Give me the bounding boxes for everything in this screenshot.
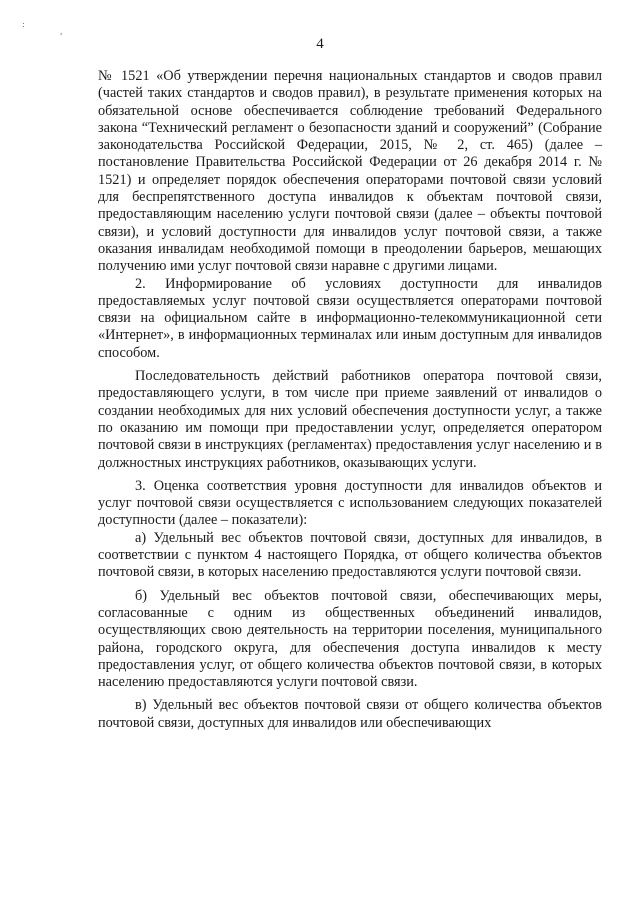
paragraph-subitem-v: в) Удельный вес объектов почтовой связи от общего количества объектов почтовой связи, доступных для инвалидов или обеспечивающих bbox=[98, 697, 602, 731]
paragraph-subitem-a: а) Удельный вес объектов почтовой связи, доступных для инвалидов, в соответствии с пунктом 4 настоящего Порядка, от общего количества объектов почтовой связи, в которых населению предоставляются услуги почтовой связи. bbox=[98, 529, 602, 581]
paragraph-item-3: 3. Оценка соответствия уровня доступности для инвалидов объектов и услуг почтовой связи осуществляется с использованием следующих показателей доступности (далее – показатели): bbox=[98, 477, 602, 529]
page-number: 4 bbox=[316, 36, 324, 52]
paragraph-subitem-b: б) Удельный вес объектов почтовой связи, обеспечивающих меры, согласованные с одним из общественных объединений инвалидов, осуществляющих свою деятельность на территории поселения, муниципального района, городского округа, для обеспечения доступа инвалидов к месту предоставления услуг, от общего количества объектов почтовой связи, в которых населению предоставляются услуги почтовой связи. bbox=[98, 587, 602, 691]
paragraph-sequence: Последовательность действий работников оператора почтовой связи, предоставляющего услуги, в том числе при приеме заявлений от инвалидов о создании необходимых для них условий обеспечения доступности услуг, а также по оказанию им помощи при предоставлении услуг, определяется оператором почтовой связи в инструкциях (регламентах) предоставления услуг населению и в должностных инструкциях работников, оказывающих услуги. bbox=[98, 368, 602, 471]
scan-speck: ' bbox=[60, 32, 63, 41]
document-body bbox=[98, 68, 602, 732]
paragraph-item-2: 2. Информирование об условиях доступности для инвалидов предоставляемых услуг почтовой связи осуществляется операторами почтовой связи на официальном сайте в информационно-телекоммуникационной сети «Интернет», в информационных терминалах или иным доступным для инвалидов способом. bbox=[98, 275, 602, 361]
paragraph-continuation: № 1521 «Об утверждении перечня национальных стандартов и сводов правил (частей таких стандартов и сводов правил), в результате применения которых на обязательной основе обеспечивается соблюдение требований Федерального закона “Технический регламент о безопасности зданий и сооружений” (Собрание законодательства Российской Федерации, 2015, № 2, ст. 465) (далее – постановление Правительства Российской Федерации от 26 декабря 2014 г. № 1521) и определяет порядок обеспечения операторами почтовой связи условий для беспрепятственного доступа инвалидов к объектам почтовой связи, предоставляющим населению услуги почтовой связи (далее – объекты почтовой связи), и условий доступности для инвалидов услуг почтовой связи, а также оказания инвалидам необходимой помощи в преодолении барьеров, мешающих получению ими услуг почтовой связи наравне с другими лицами. bbox=[98, 68, 602, 275]
scan-speck: : bbox=[22, 20, 25, 29]
